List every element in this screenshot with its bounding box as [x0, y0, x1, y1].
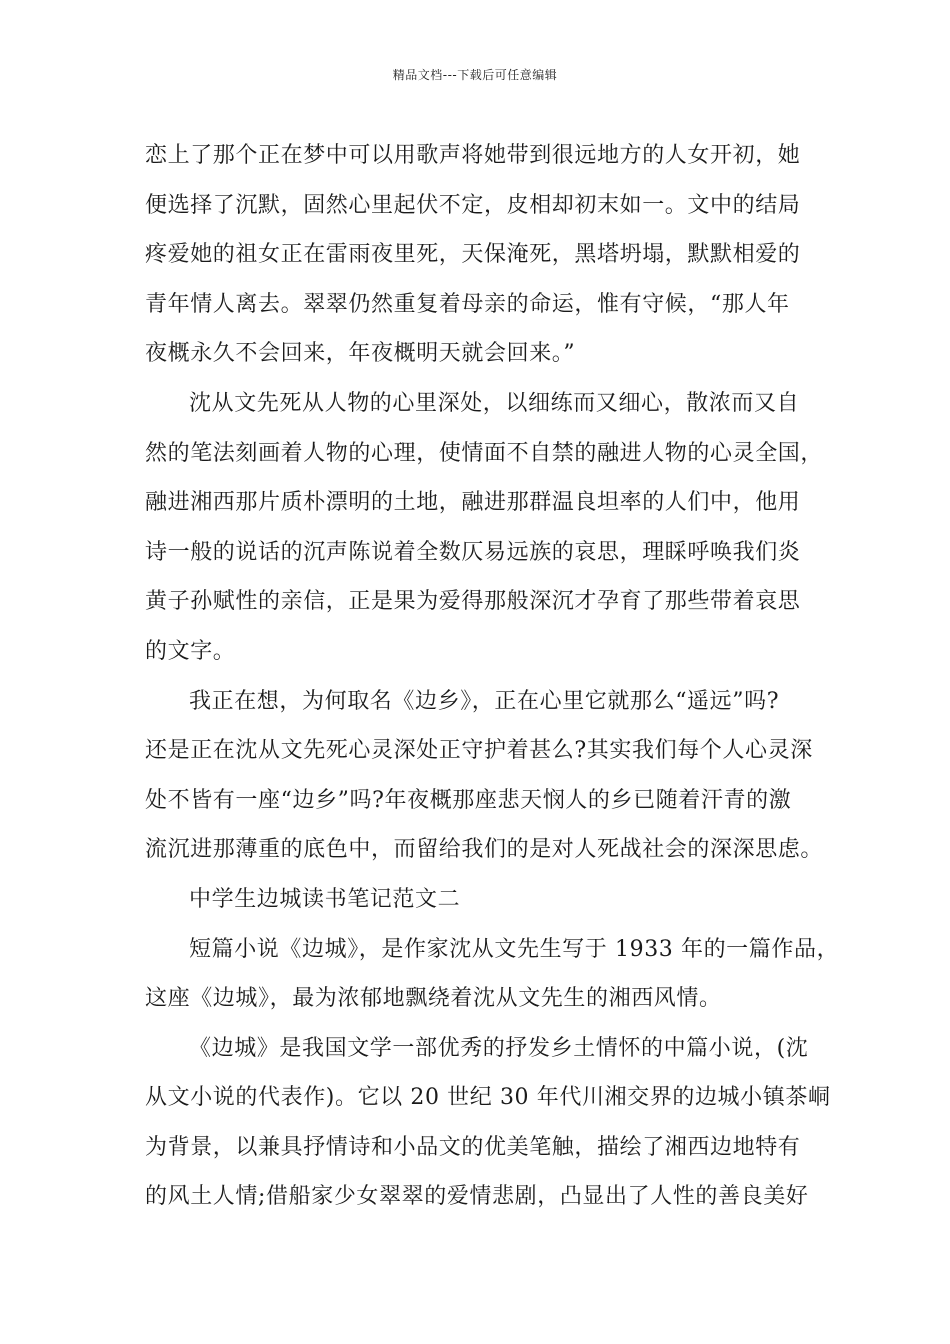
text-line: 疼爱她的祖女正在雷雨夜里死，天保淹死，黑塔坍塌，默默相爱的 [145, 242, 801, 268]
document-body [145, 131, 840, 1222]
text-line: 黄子孙赋性的亲信，正是果为爱得那般深沉才孕育了那些带着哀思 [145, 589, 801, 615]
page-header: 精品文档---下载后可任意编辑 [392, 68, 558, 82]
text-line: 青年情人离去。翠翠仍然重复着母亲的命运，惟有守候，“那人年 [145, 291, 790, 317]
text-line: 诗一般的说话的沉声陈说着全数仄易远族的哀思，理睬呼唤我们炎 [145, 539, 801, 565]
text-line: 然的笔法刻画着人物的心理，使情面不自禁的融进人物的心灵全国， [145, 440, 824, 466]
text-line: 流沉进那薄重的底色中，而留给我们的是对人死战社会的深深思虑。 [145, 837, 824, 863]
paragraph-first-line: 《边城》是我国文学一部优秀的抒发乡土情怀的中篇小说，(沈 [189, 1035, 809, 1061]
text-line: 这座《边城》，最为浓郁地飘绕着沈从文先生的湘西风情。 [145, 986, 722, 1012]
text-line: 处不皆有一座“边乡”吗?年夜概那座悲天悯人的乡已随着汗青的激 [145, 787, 792, 813]
text-line: 从文小说的代表作)。它以 20 世纪 30 年代川湘交界的边城小镇茶峒 [145, 1085, 831, 1111]
text-line: 便选择了沉默，固然心里起伏不定，皮相却初末如一。文中的结局 [145, 192, 801, 218]
text-line: 融进湘西那片质朴漂明的土地，融进那群温良坦率的人们中，他用 [145, 490, 801, 516]
paragraph-first-line: 我正在想，为何取名《边乡》，正在心里它就那么“遥远”吗? [189, 688, 780, 714]
text-line: 的文字。 [145, 638, 236, 664]
section-heading: 中学生边城读书笔记范文二 [189, 886, 461, 912]
text-line: 还是正在沈从文先死心灵深处正守护着甚么?其实我们每个人心灵深 [145, 738, 813, 764]
text-line: 为背景，以兼具抒情诗和小品文的优美笔触，描绘了湘西边地特有 [145, 1134, 801, 1160]
paragraph-first-line: 短篇小说《边城》，是作家沈从文先生写于 1933 年的一篇作品， [189, 936, 840, 962]
text-line: 夜概永久不会回来，年夜概明天就会回来。” [145, 341, 576, 367]
text-line: 恋上了那个正在梦中可以用歌声将她带到很远地方的人女开初，她 [145, 143, 801, 168]
text-line: 的风土人情;借船家少女翠翠的爱情悲剧，凸显出了人性的善良美好 [145, 1184, 809, 1210]
paragraph-first-line: 沈从文先死从人物的心里深处，以细练而又细心，散浓而又自 [189, 390, 800, 416]
